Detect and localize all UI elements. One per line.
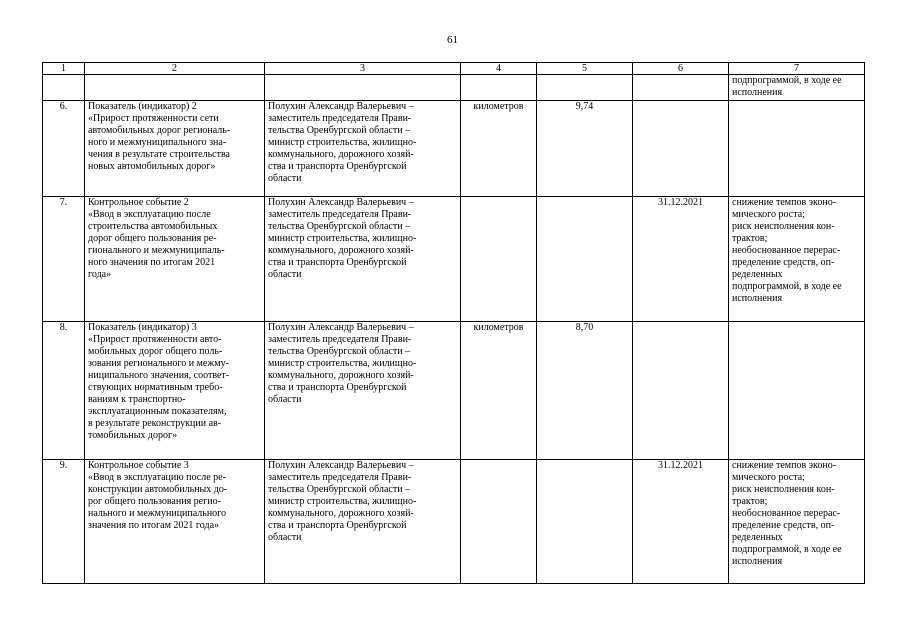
row-date: 31.12.2021 (633, 460, 729, 584)
header-col-3: 3 (265, 63, 461, 75)
row-risks: снижение темпов эконо- мического роста; риск неисполнения кон- трактов; необоснованное перерас- пределение средств, оп- ределенных подпрограммой, в ходе ее исполнения (729, 460, 865, 584)
row-risks: подпрограммой, в ходе ее исполнения (729, 75, 865, 101)
row-number: 9. (43, 460, 85, 584)
row-value (537, 460, 633, 584)
row-value: 9,74 (537, 101, 633, 197)
row-number: 8. (43, 322, 85, 460)
row-name: Контрольное событие 2 «Ввод в эксплуатацию после строительства автомобильных дорог общего пользования ре- гионального и межмуниципаль- ного значения по итогам 2021 года» (85, 197, 265, 322)
row-risks (729, 322, 865, 460)
row-date (633, 75, 729, 101)
row-date (633, 322, 729, 460)
page-number: 61 (447, 34, 458, 46)
row-responsible: Полухин Александр Валерьевич – заместитель председателя Прави- тельства Оренбургской области – министр строительства, жилищно- коммунального, дорожного хозяй- ства и транспорта Оренбургской области (265, 322, 461, 460)
row-unit: километров (461, 101, 537, 197)
header-col-1: 1 (43, 63, 85, 75)
row-value (537, 75, 633, 101)
row-unit (461, 75, 537, 101)
table-row (43, 460, 865, 584)
row-name: Показатель (индикатор) 2 «Прирост протяженности сети автомобильных дорог региональ- ного и межмуниципального зна- чения в результате строительства новых автомобильных дорог» (85, 101, 265, 197)
row-unit (461, 460, 537, 584)
table-row (43, 322, 865, 460)
header-row (43, 63, 865, 75)
plan-table (42, 62, 865, 584)
row-name: Контрольное событие 3 «Ввод в эксплуатацию после ре- конструкции автомобильных до- рог общего пользования регио- нального и межмуниципального значения по итогам 2021 года» (85, 460, 265, 584)
row-value (537, 197, 633, 322)
table-row (43, 101, 865, 197)
row-unit: километров (461, 322, 537, 460)
row-responsible (265, 75, 461, 101)
header-col-5: 5 (537, 63, 633, 75)
row-number: 6. (43, 101, 85, 197)
row-unit (461, 197, 537, 322)
row-risks: снижение темпов эконо- мического роста; риск неисполнения кон- трактов; необоснованное перерас- пределение средств, оп- ределенных подпрограммой, в ходе ее исполнения (729, 197, 865, 322)
row-number (43, 75, 85, 101)
header-col-7: 7 (729, 63, 865, 75)
header-col-6: 6 (633, 63, 729, 75)
row-responsible: Полухин Александр Валерьевич – заместитель председателя Прави- тельства Оренбургской области – министр строительства, жилищно- коммунального, дорожного хозяй- ства и транспорта Оренбургской области (265, 101, 461, 197)
row-risks (729, 101, 865, 197)
row-responsible: Полухин Александр Валерьевич – заместитель председателя Прави- тельства Оренбургской области – министр строительства, жилищно- коммунального, дорожного хозяй- ства и транспорта Оренбургской области (265, 460, 461, 584)
table-row (43, 197, 865, 322)
row-responsible: Полухин Александр Валерьевич – заместитель председателя Прави- тельства Оренбургской области – министр строительства, жилищно- коммунального, дорожного хозяй- ства и транспорта Оренбургской области (265, 197, 461, 322)
row-name: Показатель (индикатор) 3 «Прирост протяженности авто- мобильных дорог общего поль- зования регионального и межму- ниципального значения, соответ- ствующих нормативным требо- ваниям к транспортно- эксплуатационным показателям, в результате реконструкции ав- томобильных дорог» (85, 322, 265, 460)
row-number: 7. (43, 197, 85, 322)
row-date: 31.12.2021 (633, 197, 729, 322)
row-name (85, 75, 265, 101)
header-col-4: 4 (461, 63, 537, 75)
header-col-2: 2 (85, 63, 265, 75)
row-value: 8,70 (537, 322, 633, 460)
table-row (43, 75, 865, 101)
row-date (633, 101, 729, 197)
